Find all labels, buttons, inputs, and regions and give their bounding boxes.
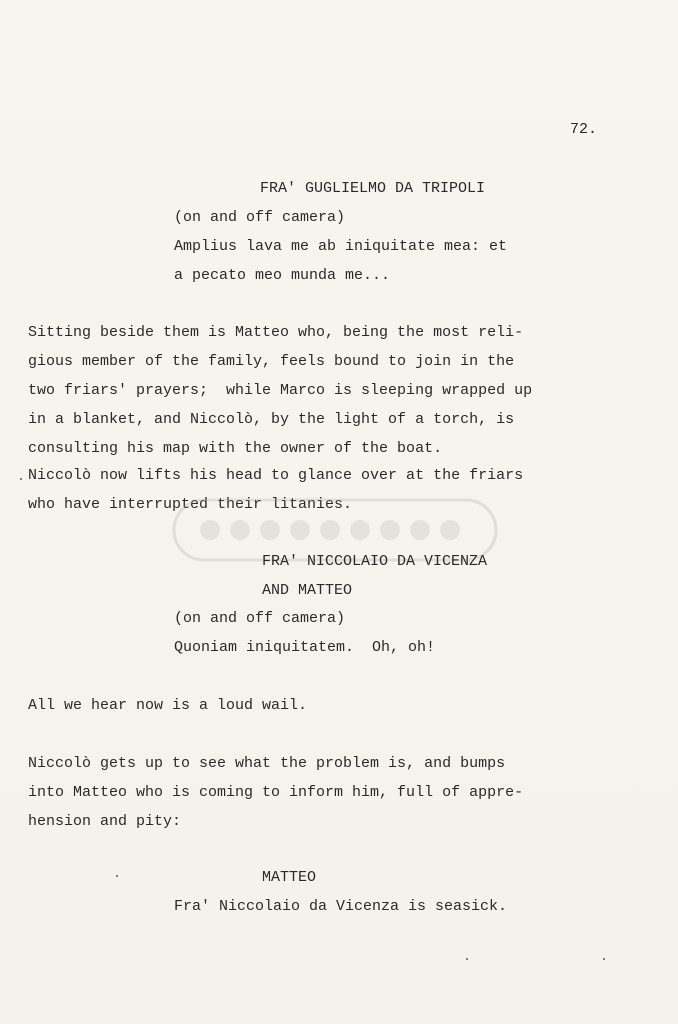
action-line: All we hear now is a loud wail. <box>28 697 308 714</box>
action-line: two friars' prayers; while Marco is sleeping wrapped up <box>28 382 533 399</box>
page-number: 72. <box>570 121 598 138</box>
action-line: Niccolò gets up to see what the problem is, and bumps <box>28 755 506 772</box>
parenthetical: (on and off camera) <box>174 209 346 226</box>
action-line: into Matteo who is coming to inform him, full of appre- <box>28 784 524 801</box>
action-line: gious member of the family, feels bound to join in the <box>28 353 515 370</box>
character-name: FRA' NICCOLAIO DA VICENZA <box>262 553 488 570</box>
action-line: Niccolò now lifts his head to glance over at the friars <box>28 467 524 484</box>
action-line: hension and pity: <box>28 813 182 830</box>
paper-speck <box>20 478 22 480</box>
dialogue-line: Fra' Niccolaio da Vicenza is seasick. <box>174 898 508 915</box>
action-line: Sitting beside them is Matteo who, being the most reli- <box>28 324 524 341</box>
character-name: AND MATTEO <box>262 582 353 599</box>
action-line: who have interrupted their litanies. <box>28 496 353 513</box>
dialogue-line: Quoniam iniquitatem. Oh, oh! <box>174 639 436 656</box>
parenthetical: (on and off camera) <box>174 610 346 627</box>
character-name: MATTEO <box>262 869 317 886</box>
action-line: consulting his map with the owner of the boat. <box>28 440 443 457</box>
paper-speck <box>603 958 605 960</box>
dialogue-line: a pecato meo munda me... <box>174 267 391 284</box>
action-line: in a blanket, and Niccolò, by the light of a torch, is <box>28 411 515 428</box>
dialogue-line: Amplius lava me ab iniquitate mea: et <box>174 238 508 255</box>
paper-speck <box>116 875 118 877</box>
paper-speck <box>466 958 468 960</box>
character-name: FRA' GUGLIELMO DA TRIPOLI <box>260 180 486 197</box>
